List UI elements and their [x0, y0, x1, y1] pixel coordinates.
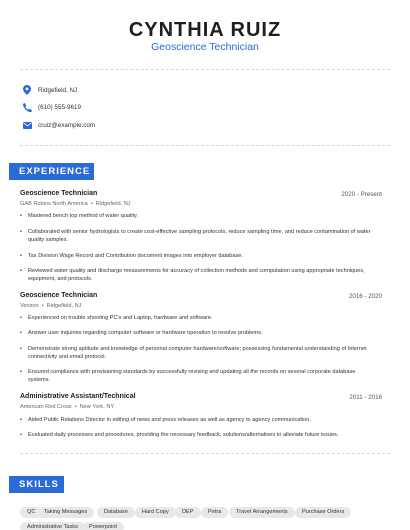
job-bullet: • Evaluated daily processes and procedures, providing the necessary feedback, solutions/alternatives to alleviate future issues. [20, 432, 339, 438]
job-bullet: • Tax Division Wage Record and Contribution document images into employer database. [20, 253, 243, 259]
skill-pill: Purchase Orders [295, 507, 351, 518]
job-title: Administrative Assistant/Technical [20, 393, 136, 400]
phone-icon [22, 102, 32, 112]
skill-pill: Hard Copy [135, 507, 176, 518]
job-company: Verizon [20, 303, 39, 309]
job-bullet: • Collaborated with senior hydrologists to create cost-effective sampling protocols, reduce sampling time, and reduce contamination of water quality samples. [20, 229, 371, 243]
skill-pill: Administrative Tasks [20, 522, 85, 530]
job-location: Ridgefield, NJ [95, 201, 131, 207]
job-title: Geoscience Technician [20, 190, 98, 197]
job-bullet: • Experienced on trouble shooting PC's and Laptop, hardware and software. [20, 315, 213, 321]
email-text: cruiz@example.com [38, 121, 96, 129]
skill-pill: Taking Messages [37, 507, 94, 518]
job-bullet: • Ensured compliance with provisioning standards by successfully revising and updating all the records on several corporate database systems. [20, 369, 356, 383]
skill-pill: DEP [175, 507, 201, 518]
skill-pill: Powerpoint [82, 522, 124, 530]
job-meta: American Red Cross • New York, NY [20, 404, 115, 410]
job-title: Geoscience Technician [20, 292, 98, 299]
job-bullet: • Reviewed water quality and discharge measurements for accuracy of collection methods and computation using appropriate techniques, equipment, and protocols. [20, 268, 365, 282]
job-location: Ridgefield, NJ [46, 303, 82, 309]
job-bullet: • Aided Public Relations Director in editing of news and press releases as well as agency to agency communication. [20, 417, 311, 423]
job-location: New York, NY [79, 404, 115, 410]
job-meta: GAB Robins North America • Ridgefield, NJ [20, 201, 131, 207]
job-company: American Red Cross [20, 404, 72, 410]
divider [20, 453, 390, 454]
job-bullet: • Demonstrate strong aptitude and knowledge of personal computer hardware/software; possessing fundamental understanding of Internet connectivity and email protocol. [20, 346, 367, 360]
job-dates: 2020 - Present [341, 191, 382, 198]
skill-pill: Petra [201, 507, 228, 518]
job-dates: 2011 - 2016 [349, 394, 382, 401]
job-meta: Verizon • Ridgefield, NJ [20, 303, 82, 309]
phone-text: (610) 555-9619 [38, 103, 82, 111]
mail-icon [22, 120, 32, 130]
job-dates: 2016 - 2020 [348, 293, 382, 300]
candidate-name: CYNTHIA RUIZ [128, 19, 282, 41]
job-company: GAB Robins North America [20, 201, 88, 207]
contact-email [22, 119, 95, 131]
map-pin-icon [22, 85, 32, 95]
skill-pill: Database [97, 507, 135, 518]
job-bullet: • Answer user inquiries regarding computer software or hardware operation to resolve problems. [20, 330, 263, 336]
job-bullet: • Mastered bench top method of water quality. [20, 213, 138, 219]
contact-location [22, 84, 77, 96]
skills-heading: SKILLS [9, 476, 64, 493]
skill-pill: QC [20, 507, 42, 518]
experience-heading: EXPERIENCE [9, 163, 94, 180]
location-text: Ridgefield, NJ [38, 86, 78, 94]
divider [20, 69, 390, 70]
candidate-role: Geoscience Technician [151, 41, 259, 53]
contact-phone [22, 101, 81, 113]
skill-pill: Travel Arrangements [229, 507, 295, 518]
divider [20, 145, 390, 146]
